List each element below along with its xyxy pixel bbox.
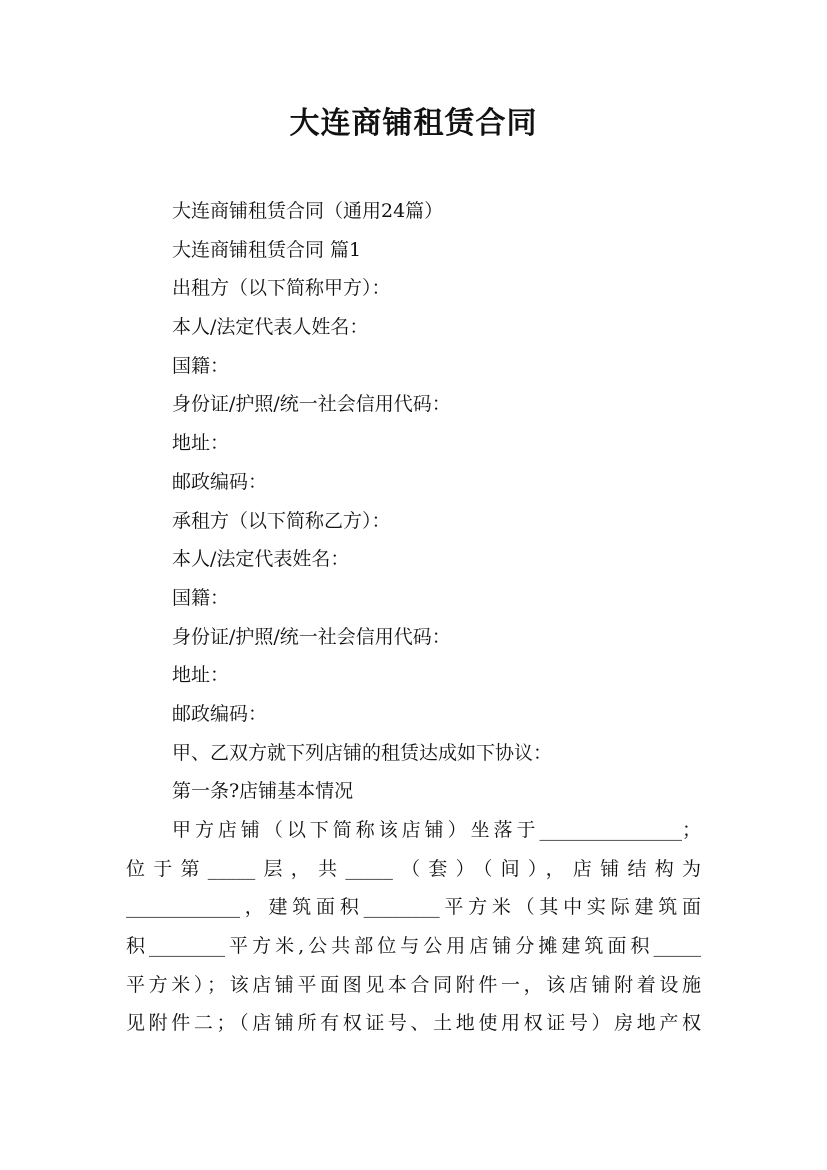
lessee-id-field: 身份证/护照/统一社会信用代码： [172, 625, 451, 648]
lessor-id-field: 身份证/护照/统一社会信用代码： [172, 393, 451, 416]
subtitle-line: 大连商铺租赁合同（通用24篇） [172, 200, 444, 222]
article-one-heading: 第一条?店铺基本情况 [172, 780, 354, 803]
lessor-nationality-field: 国籍： [172, 354, 230, 377]
paragraph-line: ____________，建筑面积________平方米（其中实际建筑面 [126, 896, 701, 919]
paragraph-line: 积________平方米,公共部位与公用店铺分摊建筑面积_____ [126, 935, 701, 958]
lessee-postcode-field: 邮政编码： [172, 702, 268, 725]
lessee-name-field: 本人/法定代表姓名： [172, 548, 350, 571]
paragraph-line: 甲方店铺（以下简称该店铺）坐落于_______________； [172, 819, 701, 841]
section-heading: 大连商铺租赁合同 篇1 [172, 238, 362, 261]
lessor-heading: 出租方（以下简称甲方）： [172, 277, 391, 300]
document-title: 大连商铺租赁合同 [289, 106, 538, 141]
lessee-address-field: 地址： [172, 664, 230, 687]
lessee-nationality-field: 国籍： [172, 586, 230, 609]
document-body [126, 192, 701, 1043]
agreement-intro: 甲、乙双方就下列店铺的租赁达成如下协议： [172, 741, 553, 764]
lessor-postcode-field: 邮政编码： [172, 470, 268, 493]
lessor-name-field: 本人/法定代表人姓名： [172, 316, 369, 339]
lessor-address-field: 地址： [172, 432, 230, 455]
paragraph-line: 平方米）；该店铺平面图见本合同附件一，该店铺附着设施 [126, 973, 701, 996]
lessee-heading: 承租方（以下简称乙方）： [172, 509, 391, 532]
paragraph-line: 见附件二；（店铺所有权证号、土地使用权证号）房地产权 [126, 1012, 701, 1035]
paragraph-line: 位于第_____层，共_____（套）（间），店铺结构为 [126, 857, 701, 880]
